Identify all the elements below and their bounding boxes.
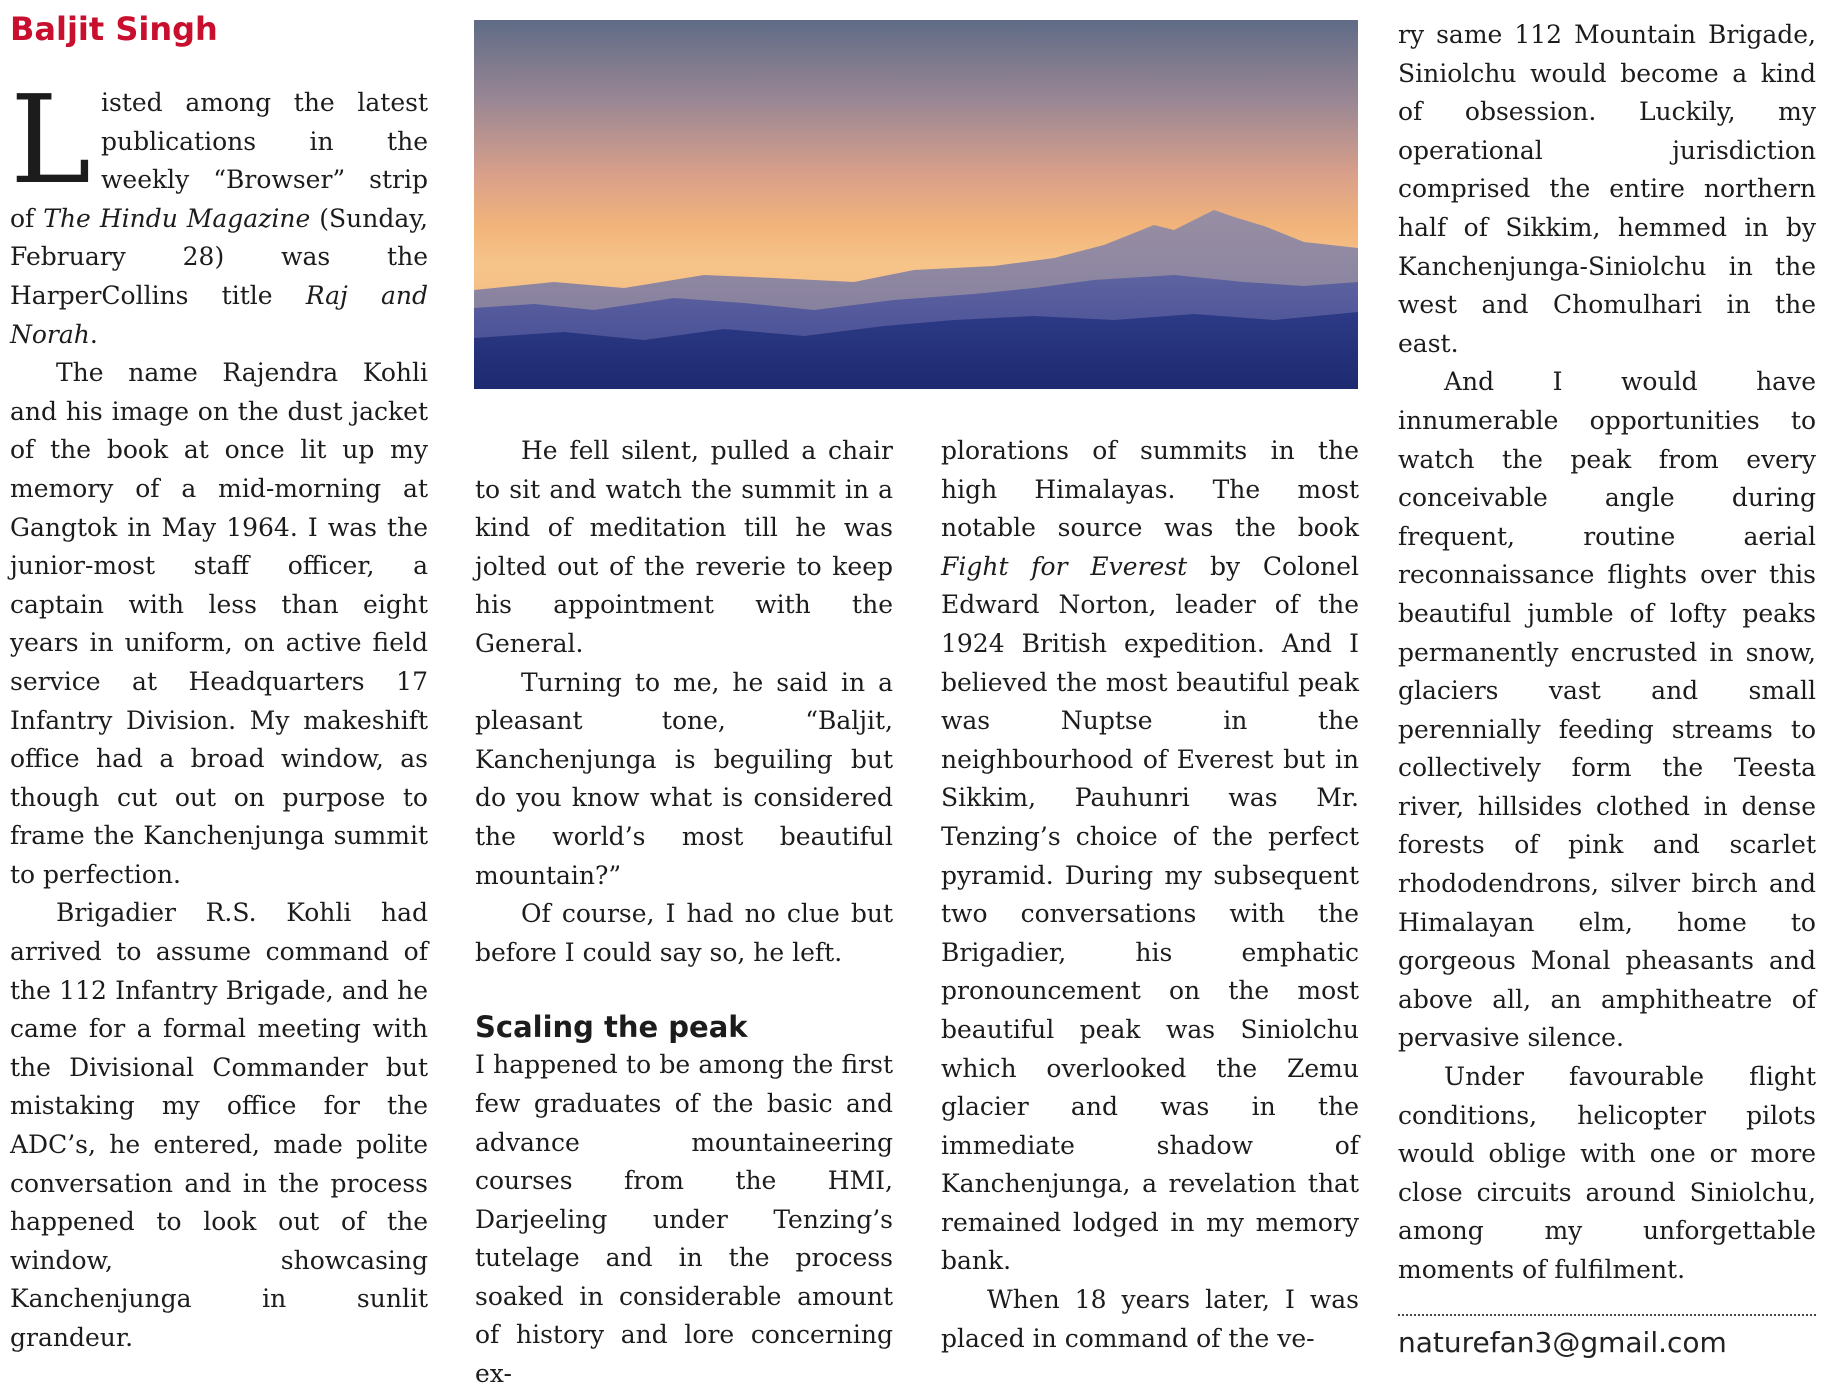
paragraph-8: plorations of summits in the high Himalayas. The most notable source was the book Fight for Everest by Colonel Edward Norton, leader of the 1924 British expedition. And I believed the most beautiful peak was Nuptse in the neighbourhood of Everest but in Sikkim, Pauhunri was Mr. Tenzing’s choice of the perfect pyramid. During my subsequent two conversations with the Brigadier, his emphatic pronouncement on the most beautiful peak was Siniolchu which overlooked the Zemu glacier and was in the immediate shadow of Kanchenjunga, a revelation that remained lodged in my memory bank. [941, 436, 1360, 1276]
paragraph-3: Brigadier R.S. Kohli had arrived to assume command of the 112 Infantry Brigade, and he came for a formal meeting with the Divisional Commander but mistaking my office for the ADC’s, he entered, made polite conversation and in the process happened to look out of the window, showcasing Kanchenjunga in sunlit grandeur. [10, 898, 428, 1352]
magazine-title: The Hindu Magazine [43, 203, 311, 233]
article-column-2 [475, 432, 893, 1394]
article-column-3 [941, 432, 1359, 1358]
mountain-sunset-photo [474, 20, 1358, 389]
drop-cap: L [10, 69, 92, 211]
book-title-everest: Fight for Everest [941, 551, 1188, 581]
subheading: Scaling the peak [475, 1010, 748, 1045]
mountain-sunset-image [474, 20, 1358, 389]
author-email[interactable]: naturefan3@gmail.com [1398, 1325, 1727, 1359]
paragraph-2: The name Rajendra Kohli and his image on the dust jacket of the book at once lit up my memory of a mid-morning at Gangtok in May 1964. I was the junior-most staff officer, a captain with less than eight years in uniform, on active field service at Headquarters 17 Infantry Division. My makeshift office had a broad window, as though cut out on purpose to frame the Kanchenjunga summit to perfection. [10, 358, 428, 889]
paragraph-7: I happened to be among the first few graduates of the basic and advance mountaineering courses from the HMI, Darjeeling under Tenzing’s tutelage and in the process soaked in considerable amount of history and lore concerning ex- [475, 1050, 893, 1389]
paragraph-1: Listed among the latest publications in the weekly “Browser” strip of The Hindu Magazine (Sunday, February 28) was the HarperCollins title Raj and Norah. [10, 69, 428, 349]
article-column-1 [10, 69, 428, 1358]
paragraph-5: Turning to me, he said in a pleasant tone, “Baljit, Kanchenjunga is beguiling but do you know what is considered the world’s most beautiful mountain?” [475, 667, 893, 890]
dotted-divider [1398, 1314, 1816, 1316]
author-byline: Baljit Singh [10, 10, 218, 48]
paragraph-12: Under favourable flight conditions, helicopter pilots would oblige with one or more close circuits around Siniolchu, among my unforgettable moments of fulfilment. [1398, 1062, 1816, 1284]
article-column-4 [1398, 16, 1816, 1362]
paragraph-10: ry same 112 Mountain Brigade, Siniolchu would become a kind of obsession. Luckily, my operational jurisdiction comprised the entire northern half of Sikkim, hemmed in by Kanchenjunga-Siniolchu in the west and Chomulhari in the east. [1398, 20, 1816, 358]
paragraph-4: He fell silent, pulled a chair to sit and watch the summit in a kind of meditation till he was jolted out of the reverie to keep his appointment with the General. [475, 436, 893, 658]
paragraph-11: And I would have innumerable opportunities to watch the peak from every conceivable angle during frequent, routine aerial reconnaissance flights over this beautiful jumble of lofty peaks permanently encrusted in snow, glaciers vast and small perennially feeding streams to collectively form the Teesta river, hillsides clothed in dense forests of pink and scarlet rhododendrons, silver birch and Himalayan elm, home to gorgeous Monal pheasants and above all, an amphitheatre of pervasive silence. [1398, 367, 1816, 1053]
book-title: Raj and Norah [10, 280, 428, 349]
paragraph-9: When 18 years later, I was placed in command of the ve- [941, 1285, 1359, 1353]
paragraph-6: Of course, I had no clue but before I could say so, he left. [475, 899, 893, 967]
